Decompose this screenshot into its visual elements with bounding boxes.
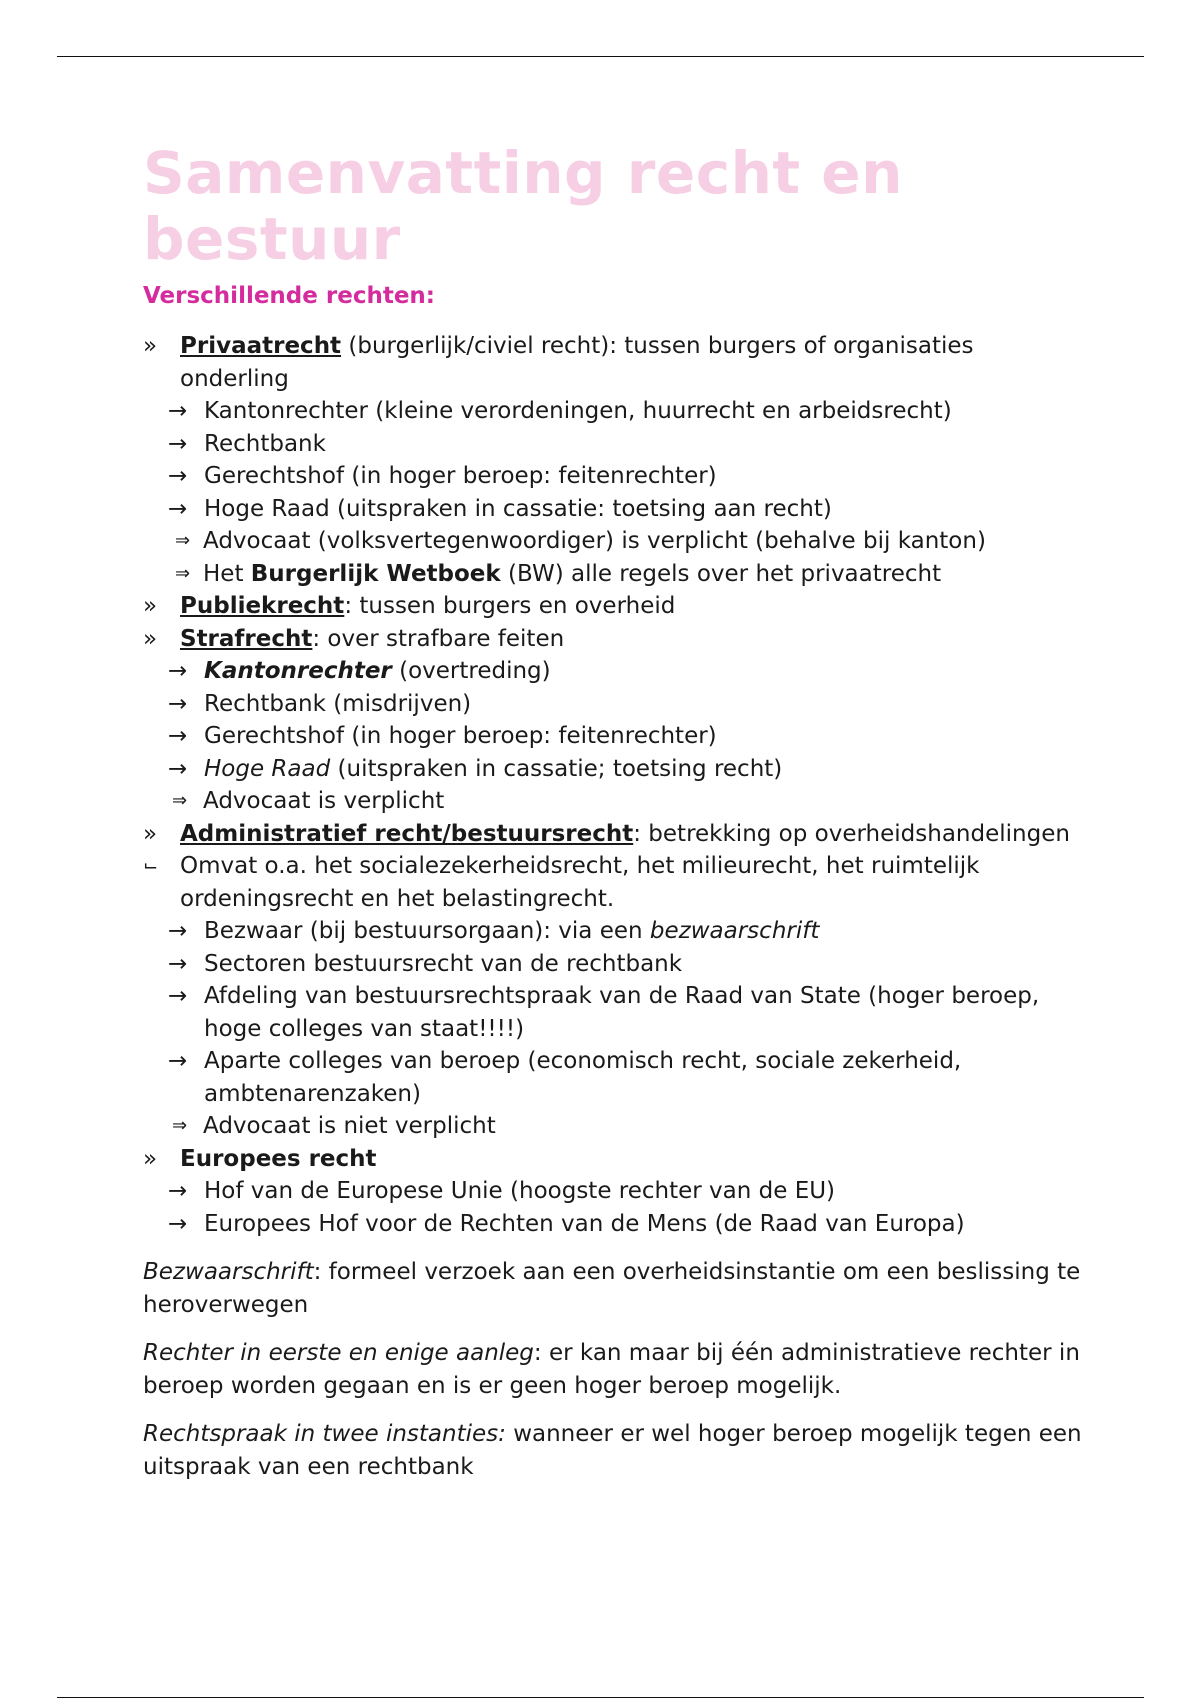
list-item bbox=[143, 558, 1083, 591]
list-item bbox=[143, 915, 1083, 948]
list-item bbox=[143, 395, 1083, 428]
list-item bbox=[143, 688, 1083, 721]
corner-arrow-marker: ⌙ bbox=[143, 855, 159, 876]
definition-term: Bezwaarschrift bbox=[143, 1259, 314, 1285]
bullet-marker: » bbox=[143, 625, 158, 652]
item-text: Sectoren bestuursrecht van de rechtbank bbox=[204, 950, 683, 977]
list-item bbox=[143, 1045, 1083, 1110]
item-text: Advocaat is verplicht bbox=[203, 788, 445, 814]
rights-list bbox=[143, 330, 1083, 1240]
item-text: Kantonrechter (kleine verordeningen, huurrecht en arbeidsrecht) bbox=[204, 398, 952, 424]
list-item bbox=[143, 493, 1083, 526]
item-text: Hoge Raad (uitspraken in cassatie: toetsing aan recht) bbox=[204, 495, 832, 522]
term-strafrecht: Strafrecht bbox=[180, 625, 313, 652]
arrow-marker: → bbox=[168, 1210, 188, 1237]
arrow-marker: → bbox=[168, 918, 188, 944]
arrow-marker: → bbox=[168, 983, 188, 1009]
term-publiekrecht: Publiekrecht bbox=[180, 593, 345, 619]
definition-term: Rechtspraak in twee instanties: bbox=[143, 1421, 506, 1447]
item-text: (uitspraken in cassatie; toetsing recht) bbox=[330, 755, 783, 782]
definition-eerste-en-enige-aanleg bbox=[143, 1337, 1083, 1402]
bottom-rule bbox=[57, 1697, 1144, 1698]
item-text: Het bbox=[203, 560, 251, 587]
double-arrow-marker: ⇒ bbox=[172, 790, 188, 811]
list-item bbox=[143, 655, 1083, 688]
item-text: Europees Hof voor de Rechten van de Mens (de Raad van Europa) bbox=[204, 1210, 965, 1237]
arrow-marker: → bbox=[168, 658, 188, 684]
item-text: (BW) alle regels over het privaatrecht bbox=[500, 560, 942, 587]
item-text: Gerechtshof (in hoger beroep: feitenrechter) bbox=[204, 723, 717, 749]
list-item bbox=[143, 980, 1083, 1045]
definition-text: : er kan maar bij één administratieve rechter in beroep worden gegaan en is er geen hoger beroep mogelijk. bbox=[143, 1340, 1080, 1399]
item-text: : over strafbare feiten bbox=[312, 625, 565, 652]
double-arrow-marker: ⇒ bbox=[175, 530, 191, 551]
definition-twee-instanties bbox=[143, 1418, 1083, 1483]
item-text: Aparte colleges van beroep (economisch recht, sociale zekerheid, ambtenarenzaken) bbox=[204, 1048, 962, 1107]
list-item bbox=[143, 753, 1083, 786]
term-europees-recht: Europees recht bbox=[180, 1145, 377, 1172]
bullet-marker: » bbox=[143, 820, 158, 847]
list-item bbox=[140, 1110, 1083, 1143]
bullet-marker: » bbox=[143, 1145, 158, 1172]
term-hoge-raad: Hoge Raad bbox=[204, 755, 331, 782]
term-privaatrecht: Privaatrecht bbox=[180, 333, 342, 359]
arrow-marker: → bbox=[168, 690, 188, 717]
document-body bbox=[143, 140, 1083, 1483]
list-item-publiekrecht bbox=[143, 590, 1083, 623]
double-arrow-marker: ⇒ bbox=[175, 562, 191, 584]
item-text: Afdeling van bestuursrechtspraak van de Raad van State (hoger beroep, hoge colleges van staat!!!!) bbox=[204, 983, 1040, 1042]
item-text: Omvat o.a. het socialezekerheidsrecht, het milieurecht, het ruimtelijk ordeningsrecht en het belastingrecht. bbox=[180, 853, 980, 912]
list-item bbox=[143, 525, 1083, 558]
list-item bbox=[143, 460, 1083, 493]
list-item-privaatrecht bbox=[143, 330, 1083, 395]
arrow-marker: → bbox=[168, 463, 188, 489]
arrow-marker: → bbox=[168, 755, 188, 782]
term-administratief-recht: Administratief recht/bestuursrecht bbox=[180, 820, 634, 847]
list-item-omvat bbox=[143, 850, 1083, 915]
arrow-marker: → bbox=[168, 1178, 188, 1204]
list-item-administratief-recht bbox=[143, 818, 1083, 851]
item-text: Bezwaar (bij bestuursorgaan): via een bbox=[204, 918, 650, 944]
definition-text: : formeel verzoek aan een overheidsinstantie om een beslissing te heroverwegen bbox=[143, 1259, 1081, 1318]
item-text: (burgerlijk/civiel recht): tussen burgers of organisaties onderling bbox=[180, 333, 974, 392]
definition-text: wanneer er wel hoger beroep mogelijk tegen een uitspraak van een rechtbank bbox=[143, 1421, 1082, 1480]
definition-term: Rechter in eerste en enige aanleg bbox=[143, 1340, 534, 1366]
item-text: : betrekking op overheidshandelingen bbox=[633, 820, 1070, 847]
bullet-marker: » bbox=[143, 333, 158, 359]
term-bezwaarschrift: bezwaarschrift bbox=[649, 918, 820, 944]
section-heading: Verschillende rechten: bbox=[143, 283, 435, 309]
list-item-europees-recht bbox=[143, 1143, 1083, 1176]
list-item-strafrecht bbox=[143, 623, 1083, 656]
item-text: Hof van de Europese Unie (hoogste rechter van de EU) bbox=[204, 1178, 836, 1204]
term-burgerlijk-wetboek: Burgerlijk Wetboek bbox=[250, 560, 501, 587]
bullet-marker: » bbox=[143, 593, 158, 619]
item-text: (overtreding) bbox=[391, 658, 551, 684]
list-item bbox=[143, 1208, 1083, 1241]
arrow-marker: → bbox=[168, 495, 188, 522]
item-text: Gerechtshof (in hoger beroep: feitenrechter) bbox=[204, 463, 717, 489]
arrow-marker: → bbox=[168, 398, 188, 424]
arrow-marker: → bbox=[168, 1048, 188, 1074]
item-text: Advocaat is niet verplicht bbox=[203, 1113, 496, 1139]
item-text: Advocaat (volksvertegenwoordiger) is verplicht (behalve bij kanton) bbox=[203, 528, 986, 554]
top-rule bbox=[57, 56, 1144, 57]
list-item bbox=[143, 1175, 1083, 1208]
arrow-marker: → bbox=[168, 950, 188, 977]
list-item bbox=[143, 948, 1083, 981]
arrow-marker: → bbox=[168, 723, 188, 749]
list-item bbox=[140, 785, 1083, 818]
list-item bbox=[143, 720, 1083, 753]
double-arrow-marker: ⇒ bbox=[172, 1115, 188, 1136]
list-item bbox=[143, 428, 1083, 461]
item-text: Rechtbank bbox=[204, 430, 326, 457]
page-title: Samenvatting recht en bestuur bbox=[143, 139, 903, 273]
definition-bezwaarschrift bbox=[143, 1256, 1083, 1321]
arrow-marker: → bbox=[168, 430, 188, 457]
term-kantonrechter: Kantonrechter bbox=[204, 658, 392, 684]
item-text: : tussen burgers en overheid bbox=[344, 593, 676, 619]
item-text: Rechtbank (misdrijven) bbox=[204, 690, 472, 717]
